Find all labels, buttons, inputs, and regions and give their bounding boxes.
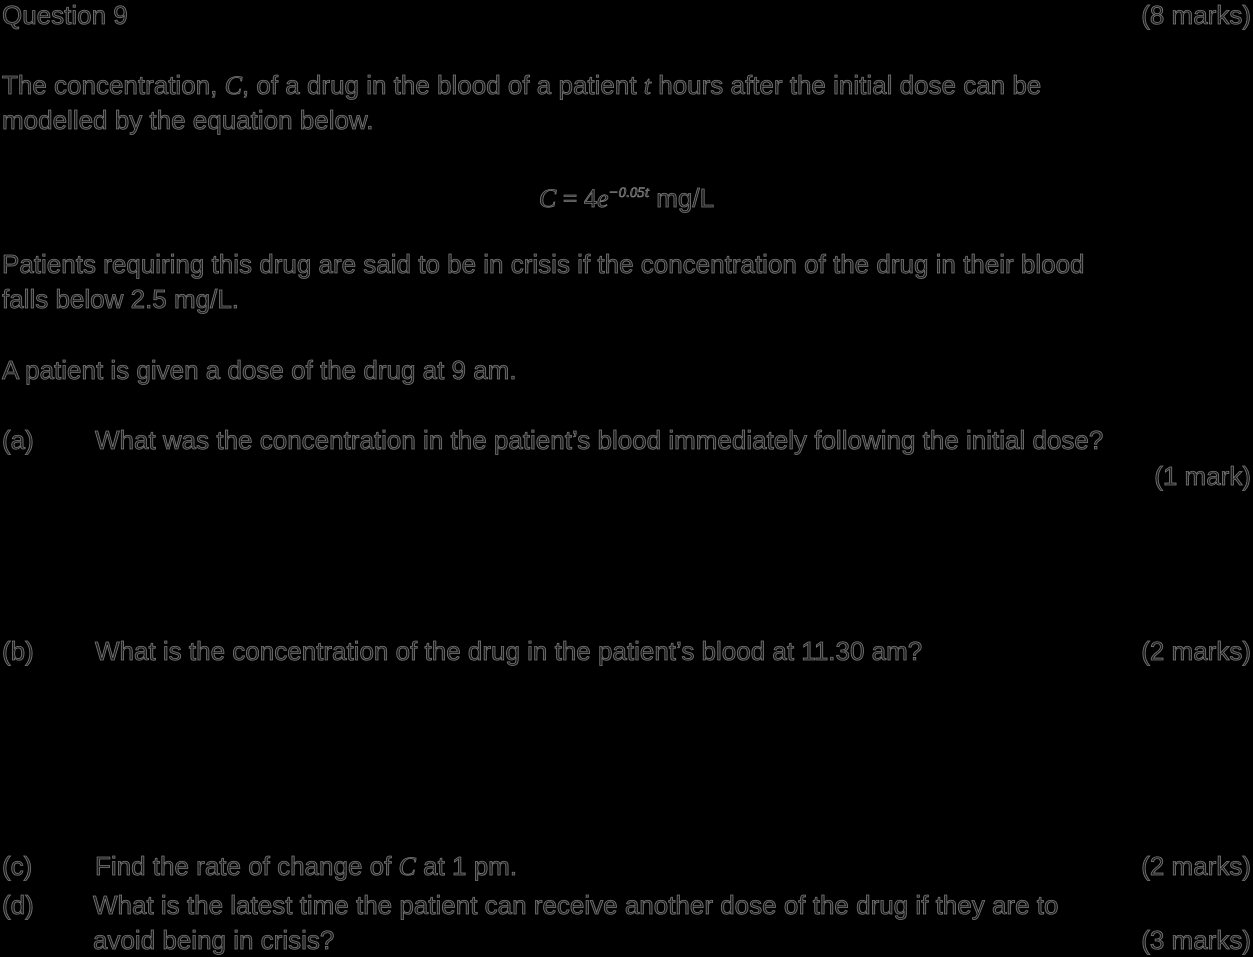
variable-t: t: [643, 71, 652, 100]
part-a-text: What was the concentration in the patient’s blood immediately following the initial dose?: [95, 425, 1104, 455]
intro-text-middle: , of a drug in the blood of a patient: [241, 70, 644, 100]
part-c-variable: C: [398, 852, 416, 881]
equation-unit: mg/L: [649, 183, 715, 213]
intro-text-start: The concentration,: [2, 70, 225, 100]
part-d-text-line-2: avoid being in crisis?: [93, 925, 335, 955]
part-b-text: What is the concentration of the drug in the patient’s blood at 11.30 am?: [95, 636, 923, 666]
part-d-label: (d): [2, 890, 34, 920]
part-c-text-end: at 1 pm.: [415, 851, 518, 881]
equation-exponent: −0.05t: [608, 185, 650, 201]
dose-statement: A patient is given a dose of the drug at 9 am.: [2, 355, 517, 385]
part-b-label: (b): [2, 636, 34, 666]
part-a-label: (a): [2, 425, 34, 455]
intro-line-2: modelled by the equation below.: [2, 105, 374, 135]
part-d-marks: (3 marks): [1141, 925, 1251, 955]
variable-c: C: [224, 71, 242, 100]
equation-lhs: C: [538, 184, 557, 213]
part-b-marks: (2 marks): [1141, 636, 1251, 666]
equation-base: e: [596, 184, 609, 213]
intro-text-end: hours after the initial dose can be: [651, 70, 1042, 100]
intro-line-1: [2, 70, 1041, 101]
crisis-line-1: Patients requiring this drug are said to be in crisis if the concentration of the drug in their blood: [2, 249, 1085, 279]
equation-equals: = 4: [556, 184, 597, 213]
part-c-text: [95, 851, 517, 882]
question-title: Question 9: [2, 0, 128, 30]
crisis-line-2: falls below 2.5 mg/L.: [2, 284, 240, 314]
part-c-text-start: Find the rate of change of: [95, 851, 399, 881]
part-c-marks: (2 marks): [1141, 851, 1251, 881]
total-marks: (8 marks): [1141, 0, 1251, 30]
part-d-text-line-1: What is the latest time the patient can receive another dose of the drug if they are to: [93, 890, 1059, 920]
part-a-marks: (1 mark): [1154, 461, 1251, 491]
part-c-label: (c): [2, 851, 33, 881]
equation: [0, 178, 1253, 214]
